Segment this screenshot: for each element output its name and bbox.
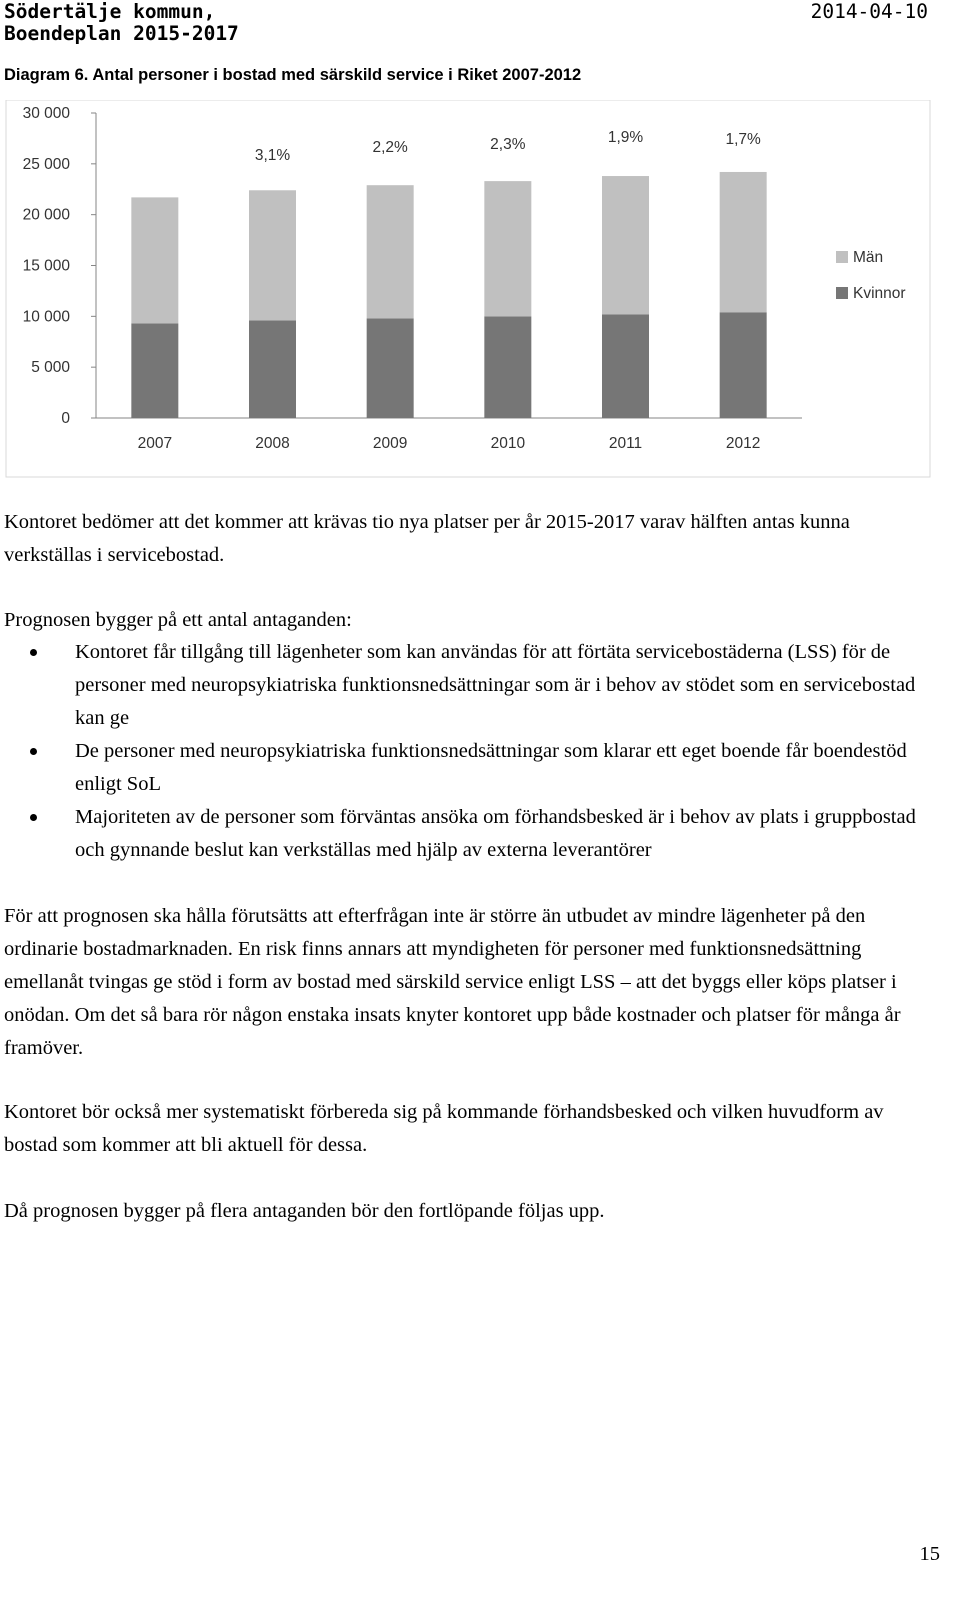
- assumptions-list: [4, 636, 934, 867]
- x-tick-label: 2007: [137, 435, 173, 452]
- header-date: 2014-04-10: [810, 0, 928, 23]
- x-tick-label: 2009: [372, 435, 408, 452]
- data-label: 3,1%: [254, 147, 291, 164]
- bar-män-2009: [367, 185, 414, 318]
- legend-swatch-män: [836, 251, 848, 263]
- bar-män-2012: [720, 172, 767, 312]
- x-tick-label: 2010: [490, 435, 526, 452]
- data-label: 1,7%: [725, 131, 761, 148]
- bar-män-2007: [131, 197, 178, 323]
- bar-kvinnor-2010: [484, 316, 531, 418]
- data-label: 2,2%: [372, 139, 408, 156]
- y-tick-label: 5 000: [31, 359, 70, 377]
- y-tick-label: 30 000: [22, 105, 70, 122]
- legend-swatch-kvinnor: [836, 287, 848, 299]
- stacked-bar-chart: [0, 100, 940, 480]
- list-item: De personer med neuropsykiatriska funktionsnedsättningar som klarar ett eget boende får boendestöd enligt SoL: [4, 735, 934, 801]
- y-tick-label: 25 000: [22, 155, 70, 173]
- legend-label-kvinnor: Kvinnor: [853, 285, 906, 302]
- header-document-title: Boendeplan 2015-2017: [4, 22, 239, 45]
- paragraph-risk: För att prognosen ska hålla förutsätts att efterfrågan inte är större än utbudet av mindre lägenheter på den ordinarie bostadmarknaden. En risk finns annars att myndigheten för personer med funktionsnedsättning emellanåt tvingas ge stöd i form av bostad med särskild service enligt LSS – att det byggs eller köps platser i onödan. Om det så bara rör någon enstaka insats knyter kontoret upp både kostnader och platser för många år framöver.: [4, 905, 901, 1059]
- page-header: [4, 0, 928, 48]
- bar-kvinnor-2011: [602, 314, 649, 418]
- bar-män-2008: [249, 190, 296, 320]
- bar-män-2010: [484, 181, 531, 316]
- x-tick-label: 2012: [725, 435, 761, 452]
- y-tick-label: 15 000: [22, 257, 70, 275]
- data-label: 1,9%: [607, 129, 644, 146]
- bar-kvinnor-2008: [249, 320, 296, 418]
- y-tick-label: 0: [61, 410, 70, 427]
- bar-kvinnor-2012: [720, 312, 767, 418]
- bar-kvinnor-2007: [131, 323, 178, 418]
- paragraph-assumptions-intro: Prognosen bygger på ett antal antaganden:: [4, 609, 352, 631]
- paragraph-preparation: Kontoret bör också mer systematiskt förbereda sig på kommande förhandsbesked och vilken huvudform av bostad som kommer att bli aktuell för dessa.: [4, 1101, 884, 1156]
- list-item: Kontoret får tillgång till lägenheter som kan användas för att förtäta servicebostäderna (LSS) för de personer med neuropsykiatriska funktionsnedsättningar som är i behov av stödet som en servicebostad kan ge: [4, 636, 934, 735]
- page-number: 15: [919, 1543, 940, 1565]
- bar-kvinnor-2009: [367, 318, 414, 418]
- x-tick-label: 2008: [255, 435, 290, 452]
- paragraph-assessment: Kontoret bedömer att det kommer att krävas tio nya platser per år 2015-2017 varav hälften antas kunna verkställas i servicebostad.: [4, 511, 850, 566]
- data-label: 2,3%: [490, 136, 526, 153]
- list-item: Majoriteten av de personer som förväntas ansöka om förhandsbesked är i behov av plats i gruppbostad och gynnande beslut kan verkställas med hjälp av externa leverantörer: [4, 801, 934, 867]
- x-tick-label: 2011: [608, 435, 643, 452]
- bar-män-2011: [602, 176, 649, 314]
- legend-label-män: Män: [853, 249, 884, 266]
- y-tick-label: 10 000: [22, 308, 70, 326]
- paragraph-followup: Då prognosen bygger på flera antaganden bör den fortlöpande följas upp.: [4, 1200, 605, 1222]
- y-tick-label: 20 000: [22, 206, 70, 224]
- header-municipality: Södertälje kommun,: [4, 0, 216, 23]
- chart-caption: Diagram 6. Antal personer i bostad med särskild service i Riket 2007-2012: [4, 66, 582, 84]
